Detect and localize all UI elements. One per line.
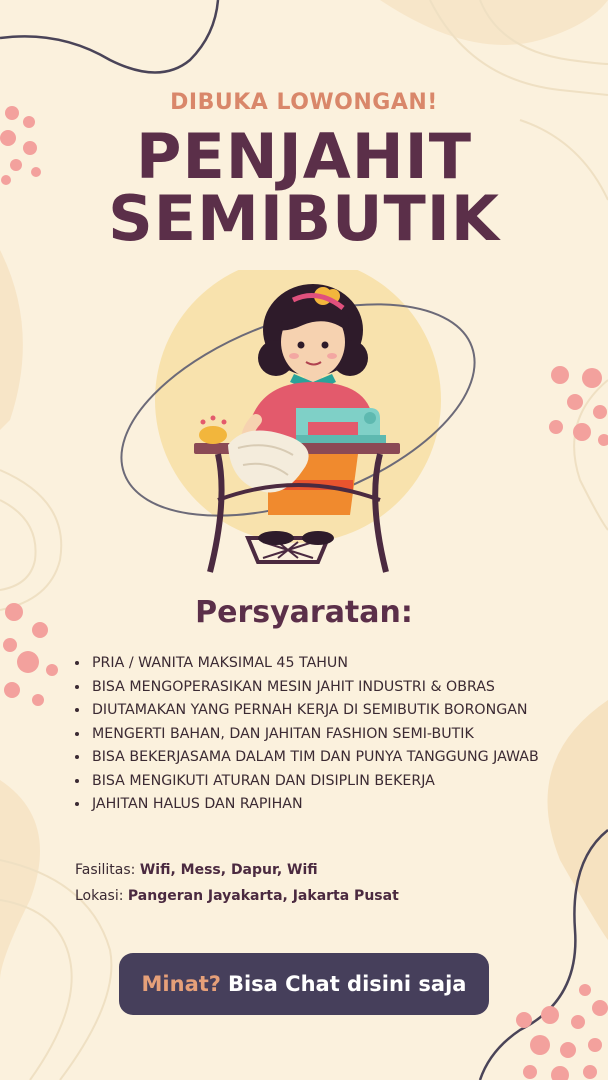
chat-button-question: Minat?: [141, 972, 221, 996]
chat-button[interactable]: [119, 953, 489, 1015]
list-item: • DIUTAMAKAN YANG PERNAH KERJA DI SEMIBUTIK BORONGAN: [90, 699, 566, 723]
list-item: • BISA BEKERJASAMA DALAM TIM DAN PUNYA TANGGUNG JAWAB: [90, 746, 566, 770]
facilities-info: [75, 862, 318, 878]
job-title-line-1: PENJAHIT: [136, 120, 472, 193]
job-title-line-2: SEMIBUTIK: [108, 182, 500, 255]
location-info: [75, 888, 399, 904]
list-item: • JAHITAN HALUS DAN RAPIHAN: [90, 793, 566, 817]
list-item: • BISA MENGIKUTI ATURAN DAN DISIPLIN BEKERJA: [90, 770, 566, 794]
location-label: Lokasi:: [75, 888, 124, 904]
facilities-label: Fasilitas:: [75, 862, 136, 878]
woman-sewing-machine-illustration: [118, 270, 498, 590]
job-title: [0, 120, 608, 255]
job-opening-kicker: DIBUKA LOWONGAN!: [170, 90, 438, 115]
list-item: • PRIA / WANITA MAKSIMAL 45 TAHUN: [90, 652, 566, 676]
requirements-list: [72, 652, 566, 817]
location-value: Pangeran Jayakarta, Jakarta Pusat: [127, 888, 399, 904]
list-item: • MENGERTI BAHAN, DAN JAHITAN FASHION SEMI-BUTIK: [90, 723, 566, 747]
chat-button-label: Bisa Chat disini saja: [227, 972, 467, 996]
requirements-heading: Persyaratan:: [195, 595, 413, 630]
facilities-value: Wifi, Mess, Dapur, Wifi: [139, 862, 318, 878]
list-item: • BISA MENGOPERASIKAN MESIN JAHIT INDUSTRI & OBRAS: [90, 676, 566, 700]
